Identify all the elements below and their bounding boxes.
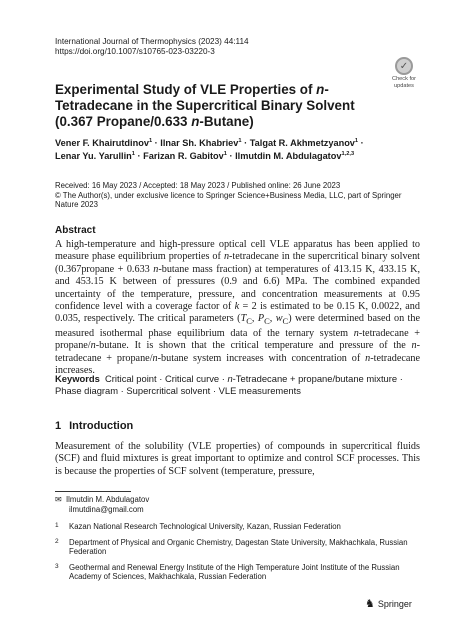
- keywords-list: Critical point · Critical curve · n-Tetradecane + propane/butane mixture · Phase diagram · Supercritical solvent · VLE measurements: [55, 373, 403, 397]
- springer-horse-icon: ♞: [365, 598, 375, 610]
- author-affiliation-marker: 1: [238, 137, 242, 144]
- publisher-logo: [365, 597, 412, 610]
- affiliation-text: Geothermal and Renewal Energy Institute of the High Temperature Joint Institute of the Russian Academy of Sciences, Makhachkala, Russian Federation: [69, 562, 400, 582]
- author-affiliation-marker: 1: [131, 150, 135, 157]
- footnote-rule: [55, 491, 131, 492]
- publisher-name: Springer: [377, 598, 412, 609]
- author-affiliation-marker: 1: [148, 137, 153, 144]
- affiliation-number: 1: [55, 522, 59, 529]
- publication-dates: [55, 181, 425, 210]
- check-for-updates-badge[interactable]: [386, 57, 422, 93]
- affiliation-item: [55, 538, 415, 557]
- keywords-heading: Keywords: [55, 373, 100, 384]
- author-name[interactable]: Lenar Yu. Yarullin: [55, 151, 132, 161]
- author-affiliation-marker: 1: [223, 150, 227, 157]
- author-name[interactable]: Vener F. Khairutdinov: [55, 138, 149, 148]
- author-separator: ·: [134, 151, 144, 161]
- affiliation-text: Department of Physical and Organic Chemistry, Dagestan State University, Makhachkala, Russian Federation: [69, 537, 408, 557]
- section-number: 1: [55, 420, 62, 432]
- journal-header: [55, 37, 249, 57]
- section-heading-introduction: [55, 420, 133, 432]
- corresponding-author-email[interactable]: ilmutdina@gmail.com: [69, 504, 144, 514]
- author-separator: ·: [226, 151, 236, 161]
- affiliation-number: 2: [55, 537, 59, 545]
- affiliation-text: Kazan National Research Technological University, Kazan, Russian Federation: [69, 522, 341, 531]
- check-for-updates-icon: ✓: [395, 57, 413, 75]
- article-title: Experimental Study of VLE Properties of n-Tetradecane in the Supercritical Binary Solvent (0.367 Propane/0.633 n-Butane): [55, 82, 355, 129]
- abstract-text: A high-temperature and high-pressure optical cell VLE apparatus has been applied to measure phase equilibrium properties of n-tetradecane in the supercritical binary solvent (0.367propane + 0.633 n-butane mass fraction) at temperatures of 413.15 K, 433.15 K, and 453.15 K between of pressures (0.9 and 6.6) MPa. The combined expanded uncertainty of the temperature, pressure, and concentration measurements at 0.95 confidence level with a coverage factor of k = 2 is estimated to be 0.15 K, 0.0022, and 0.035, respectively. The critical parameters ($T_C$, $P_C$, $w_C$) were determined based on the measured isothermal phase equilibrium data of the ternary system n-tetradecane + propane/n-butane. It is shown that the critical temperature and pressure of the n-tetradecane + propane/n-butane system increases with concentration of n-tetradecane increases.: [55, 239, 421, 377]
- section-title: Introduction: [69, 420, 134, 432]
- dates-line: Received: 16 May 2023 / Accepted: 18 May 2023 / Published online: 26 June 2023: [55, 181, 341, 190]
- affiliations: [55, 522, 415, 588]
- affiliation-item: [55, 563, 415, 582]
- doi-link[interactable]: https://doi.org/10.1007/s10765-023-03220-3: [55, 47, 215, 56]
- author-name[interactable]: Talgat R. Akhmetzyanov: [249, 138, 355, 148]
- author-affiliation-marker: 1,2,3: [341, 150, 355, 157]
- author-name[interactable]: Farizan R. Gabitov: [143, 151, 224, 161]
- journal-citation: International Journal of Thermophysics (2023) 44:114: [55, 37, 249, 46]
- author-name[interactable]: Ilnar Sh. Khabriev: [160, 138, 239, 148]
- corresponding-author: [55, 495, 149, 514]
- affiliation-item: [55, 522, 415, 532]
- corresponding-author-name: Ilmutdin M. Abdulagatov: [66, 495, 150, 504]
- badge-line-1: Check for: [392, 76, 416, 82]
- author-name[interactable]: Ilmutdin M. Abdulagatov: [235, 151, 342, 161]
- author-separator: ·: [358, 138, 364, 148]
- abstract-heading: Abstract: [55, 225, 96, 236]
- author-list: [55, 137, 435, 163]
- author-separator: ·: [241, 138, 250, 148]
- introduction-text: Measurement of the solubility (VLE properties) of compounds in supercritical fluids (SCF) and fluid mixtures is great important to optimize and control SCF processes. This is because the properties of SCF solvent (temperature, pressure,: [55, 441, 420, 477]
- envelope-icon: ✉: [55, 495, 62, 504]
- badge-line-2: updates: [394, 83, 414, 89]
- keywords: [55, 373, 420, 398]
- author-affiliation-marker: 1: [354, 137, 359, 144]
- copyright-line: © The Author(s), under exclusive licence to Springer Science+Business Media, LLC, part of Springer Nature 2023: [55, 190, 402, 210]
- author-separator: ·: [152, 138, 161, 148]
- affiliation-number: 3: [55, 562, 59, 570]
